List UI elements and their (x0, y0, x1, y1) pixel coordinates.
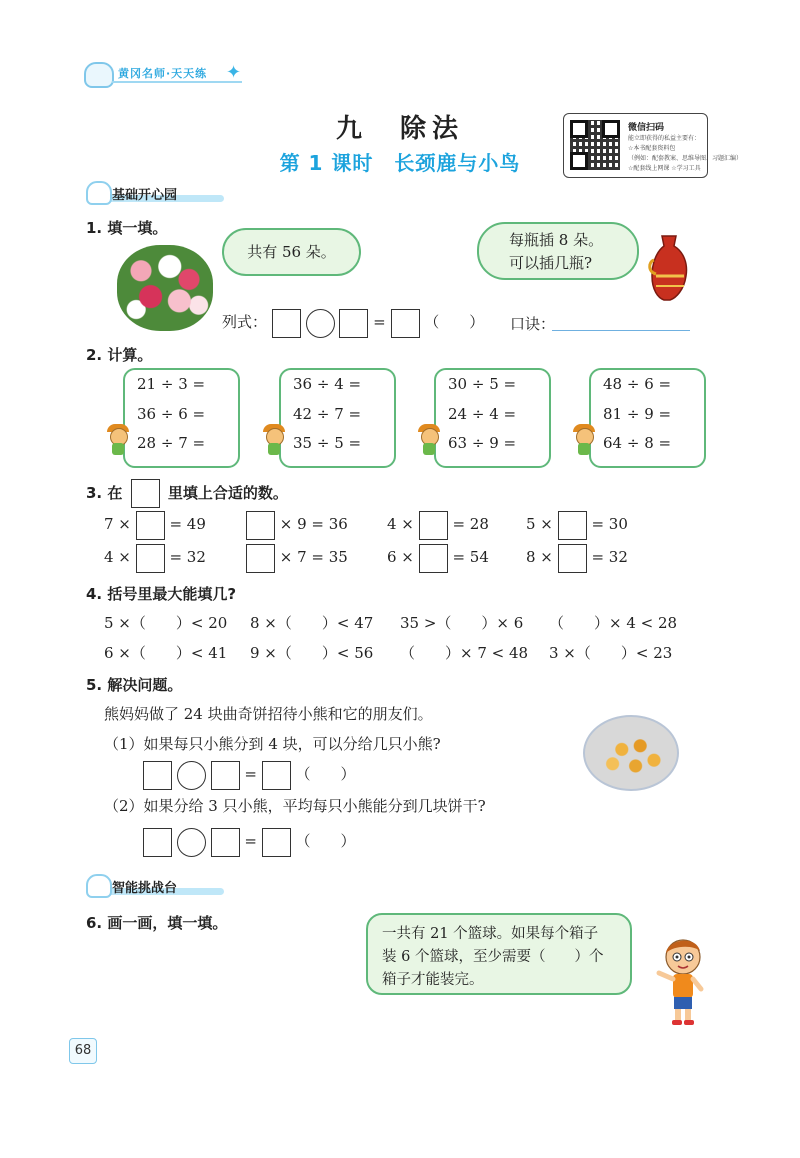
page-number: 68 (69, 1038, 97, 1064)
calc-item: 48 ÷ 6 = (603, 375, 672, 393)
unit-paren[interactable]: （ ） (424, 313, 485, 331)
sample-box-icon (131, 479, 160, 508)
answer-box[interactable] (211, 828, 240, 857)
bear-icon (84, 62, 114, 88)
calc-item: 81 ÷ 9 = (603, 405, 672, 423)
bubble-text: 每瓶插 8 朵。 (509, 231, 604, 249)
qr-corner-icon (570, 152, 588, 170)
q4-item[interactable]: 9 ×（ ）< 56 (250, 644, 374, 662)
answer-box[interactable] (262, 828, 291, 857)
q4-title: 4. 括号里最大能填几? (86, 585, 237, 603)
speech-bubble-basketball (366, 913, 632, 995)
equals-sign: = (244, 765, 257, 783)
q3-item (246, 509, 348, 540)
answer-box[interactable] (262, 761, 291, 790)
bear-icon (86, 181, 112, 205)
q3-pre: 4 × (104, 548, 131, 566)
qr-line: 能立即获得的私益主要有： (628, 135, 701, 142)
cartoon-kid-icon (260, 426, 286, 456)
q3-pre: 6 × (387, 548, 414, 566)
calc-item: 42 ÷ 7 = (293, 405, 362, 423)
bubble-text: 可以插几瓶? (509, 254, 593, 272)
q4-item[interactable]: 3 ×（ ）< 23 (549, 644, 673, 662)
q4-item[interactable]: 5 ×（ ）< 20 (104, 614, 228, 632)
chapter-title: 九 除法 (335, 114, 464, 144)
q3-title-post: 里填上合适的数。 (167, 484, 288, 502)
answer-box[interactable] (143, 828, 172, 857)
answer-box[interactable] (272, 309, 301, 338)
cartoon-kid-icon (415, 426, 441, 456)
mnemonic-answer-line[interactable] (552, 312, 690, 331)
bubble-text[interactable]: 装 6 个篮球，至少需要（ ）个 (382, 949, 604, 965)
q3-item (104, 509, 206, 540)
answer-box[interactable] (419, 511, 448, 540)
answer-box[interactable] (136, 511, 165, 540)
q5-sub1: （1）如果每只小熊分到 4 块，可以分给几只小熊? (104, 735, 441, 753)
q4-item[interactable]: 6 ×（ ）< 41 (104, 644, 228, 662)
qr-line: ☆本书配套资料包 (628, 145, 676, 152)
q3-post: = 32 (591, 548, 628, 566)
answer-box[interactable] (419, 544, 448, 573)
operator-circle[interactable] (177, 828, 206, 857)
answer-box[interactable] (211, 761, 240, 790)
unit-paren[interactable]: （ ） (295, 832, 356, 850)
q3-item (526, 509, 628, 540)
calc-item: 35 ÷ 5 = (293, 434, 362, 452)
vase-image (648, 232, 692, 304)
q3-title-pre: 3. 在 (86, 484, 123, 502)
section-basic (86, 181, 236, 203)
q3-item (526, 542, 628, 573)
flower-bouquet-image (117, 245, 213, 331)
brand-underline (112, 81, 242, 83)
bubble-text: 一共有 21 个篮球。如果每个箱子 (382, 926, 599, 942)
q5-formula-2 (143, 826, 356, 857)
equals-sign: = (244, 832, 257, 850)
calc-item: 36 ÷ 6 = (137, 405, 206, 423)
q3-pre: 5 × (526, 515, 553, 533)
brand-text: 黄冈名师·天天练 (118, 67, 208, 80)
q3-post: × 7 = 35 (279, 548, 348, 566)
calc-item: 21 ÷ 3 = (137, 375, 206, 393)
cartoon-kid-icon (104, 426, 130, 456)
bear-icon (86, 874, 112, 898)
cookie-tin-image (583, 715, 679, 791)
calc-item: 64 ÷ 8 = (603, 434, 672, 452)
calc-box (434, 368, 551, 468)
qr-corner-icon (602, 120, 620, 138)
operator-circle[interactable] (177, 761, 206, 790)
calc-item: 24 ÷ 4 = (448, 405, 517, 423)
calc-item: 63 ÷ 9 = (448, 434, 517, 452)
answer-box[interactable] (339, 309, 368, 338)
q3-post: × 9 = 36 (279, 515, 348, 533)
calc-item: 30 ÷ 5 = (448, 375, 517, 393)
calc-box (589, 368, 706, 468)
lesson-title: 第 1 课时 长颈鹿与小鸟 (279, 151, 521, 175)
q5-sub2: （2）如果分给 3 只小熊，平均每只小熊能分到几块饼干? (104, 797, 486, 815)
q3-post: = 49 (169, 515, 206, 533)
operator-circle[interactable] (306, 309, 335, 338)
q3-post: = 54 (452, 548, 489, 566)
bubble-text: 共有 56 朵。 (247, 243, 336, 261)
speech-bubble-total (222, 228, 361, 276)
q3-item (387, 509, 489, 540)
speech-bubble-question (477, 222, 639, 280)
qr-corner-icon (570, 120, 588, 138)
section-label: 基础开心园 (112, 188, 178, 203)
q4-item[interactable]: （ ）× 7 < 48 (400, 644, 529, 662)
calc-item: 36 ÷ 4 = (293, 375, 362, 393)
answer-box[interactable] (246, 511, 275, 540)
q3-pre: 7 × (104, 515, 131, 533)
q1-formula-row (222, 307, 484, 338)
q2-title: 2. 计算。 (86, 346, 153, 364)
formula-label: 列式： (222, 313, 268, 331)
q3-post: = 30 (591, 515, 628, 533)
q4-item[interactable]: 8 ×（ ）< 47 (250, 614, 374, 632)
qr-title: 微信扫码 (628, 123, 665, 133)
answer-box[interactable] (246, 544, 275, 573)
q4-item[interactable]: 35 >（ ）× 6 (400, 614, 524, 632)
answer-box[interactable] (558, 544, 587, 573)
mnemonic-label: 口诀： (510, 315, 556, 333)
calc-box (123, 368, 240, 468)
section-label: 智能挑战台 (112, 881, 178, 896)
section-challenge (86, 874, 236, 896)
q3-pre: 4 × (387, 515, 414, 533)
q6-title: 6. 画一画，填一填。 (86, 914, 228, 932)
qr-line: （例如：配套教案、思维导图、习题汇编） (628, 155, 743, 162)
q4-item[interactable]: （ ）× 4 < 28 (549, 614, 678, 632)
q5-title: 5. 解决问题。 (86, 676, 183, 694)
cartoon-kid-icon (570, 426, 596, 456)
answer-box[interactable] (391, 309, 420, 338)
calc-item: 28 ÷ 7 = (137, 434, 206, 452)
q3-post: = 28 (452, 515, 489, 533)
q1-title: 1. 填一填。 (86, 219, 168, 237)
q3-item (104, 542, 206, 573)
q3-item (387, 542, 489, 573)
q5-formula-1 (143, 759, 356, 790)
answer-box[interactable] (558, 511, 587, 540)
qr-line: ☆配套线上网课 ☆学习工具 (628, 165, 701, 172)
answer-box[interactable] (143, 761, 172, 790)
bubble-text: 箱子才能装完。 (382, 972, 484, 988)
answer-box[interactable] (136, 544, 165, 573)
q3-title (86, 478, 288, 508)
calc-box (279, 368, 396, 468)
q3-pre: 8 × (526, 548, 553, 566)
equals-sign: = (373, 313, 386, 331)
q3-item (246, 542, 348, 573)
unit-paren[interactable]: （ ） (295, 765, 356, 783)
q5-intro: 熊妈妈做了 24 块曲奇饼招待小熊和它的朋友们。 (104, 705, 433, 723)
star-icon: ✦ (226, 62, 242, 83)
q3-post: = 32 (169, 548, 206, 566)
qr-panel (563, 113, 743, 178)
cartoon-boy-image (651, 935, 709, 1027)
